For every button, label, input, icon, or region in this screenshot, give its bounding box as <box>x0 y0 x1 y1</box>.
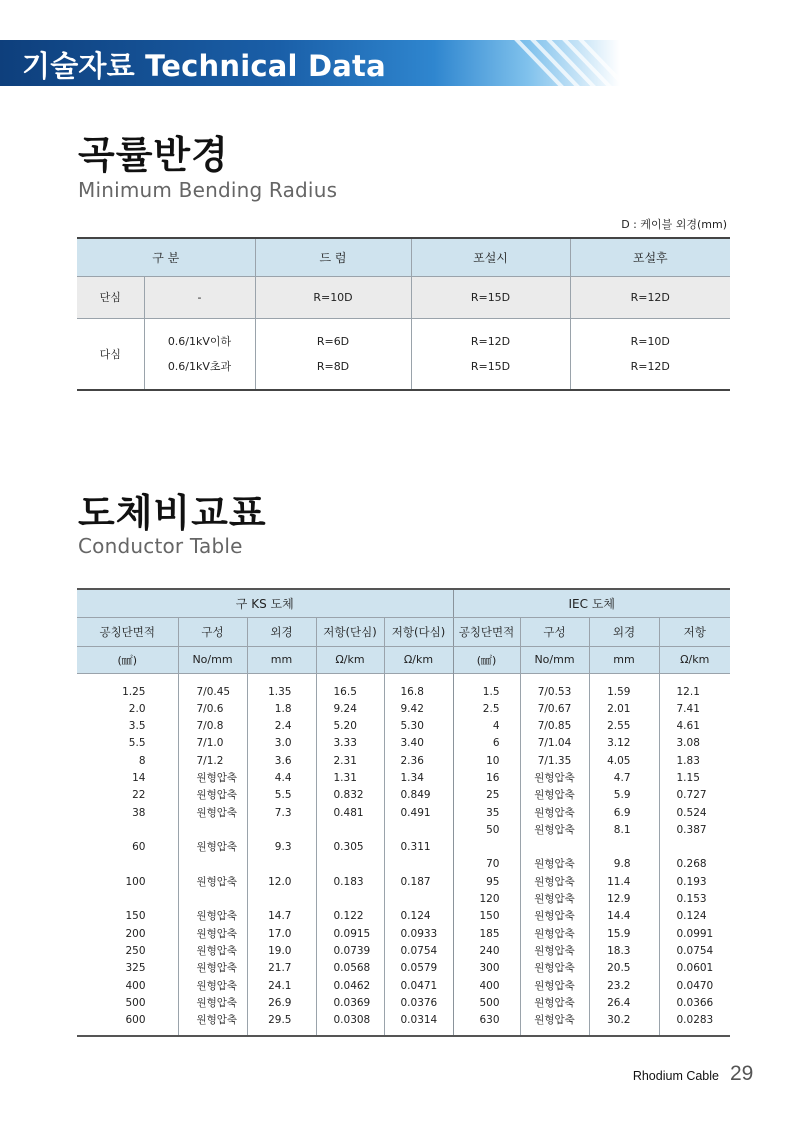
iec-comp-column <box>520 673 589 1036</box>
bend-single-label: 단심 <box>77 276 144 318</box>
cell-iec-od-2: 2.55 <box>607 720 631 733</box>
bend-single-sub: - <box>144 276 255 318</box>
cell-ks-area-3: 5.5 <box>128 737 146 750</box>
cell-ks-r-single-17: 0.0462 <box>333 979 371 992</box>
cell-ks-r-single-3: 3.33 <box>333 737 357 750</box>
cell-ks-comp-8 <box>197 822 247 839</box>
cell-iec-comp-8: 원형압축 <box>534 823 575 836</box>
cell-ks-comp-11: 원형압축 <box>196 875 238 888</box>
cell-ks-area-6: 22 <box>132 789 146 802</box>
cell-ks-comp-5: 원형압축 <box>196 771 238 784</box>
page-number: 29 <box>730 1062 754 1085</box>
cell-ks-r-multi-2: 5.30 <box>400 720 424 733</box>
cell-ks-r-multi-19: 0.0314 <box>400 1014 438 1027</box>
cell-ks-area-10 <box>77 856 146 873</box>
cell-ks-area-12 <box>77 891 146 908</box>
cell-ks-area-17: 400 <box>125 979 146 992</box>
cell-iec-comp-0: 7/0.53 <box>537 685 572 698</box>
conductor-title: 도체비교표 <box>78 490 267 535</box>
cell-iec-comp-10: 원형압축 <box>534 858 575 871</box>
cell-ks-comp-16: 원형압축 <box>196 962 238 975</box>
unit-ks-r-single: Ω/km <box>316 646 384 673</box>
cell-ks-r-multi-16: 0.0579 <box>400 962 438 975</box>
cell-iec-comp-6: 원형압축 <box>534 789 575 802</box>
cell-ks-comp-14: 원형압축 <box>196 927 238 940</box>
cell-iec-od-19: 30.2 <box>607 1014 631 1027</box>
cell-ks-r-single-12 <box>334 891 384 908</box>
cell-ks-od-17: 24.1 <box>268 979 292 992</box>
bend-multi-after-low: R=10D <box>630 334 670 348</box>
cell-iec-od-0: 1.59 <box>607 685 631 698</box>
unit-iec-r: Ω/km <box>659 646 730 673</box>
cell-ks-r-single-19: 0.0308 <box>333 1014 371 1027</box>
cell-ks-r-single-18: 0.0369 <box>333 996 371 1009</box>
cell-iec-comp-14: 원형압축 <box>534 927 575 940</box>
cell-ks-r-single-15: 0.0739 <box>333 944 371 957</box>
cell-ks-r-multi-12 <box>401 891 453 908</box>
cell-iec-od-6: 5.9 <box>613 789 631 802</box>
cell-iec-area-14: 185 <box>479 927 500 940</box>
cell-ks-r-single-10 <box>334 856 384 873</box>
cell-iec-comp-13: 원형압축 <box>534 910 575 923</box>
banner-title: 기술자료 Technical Data <box>22 49 386 83</box>
cell-ks-area-0: 1.25 <box>122 685 146 698</box>
cell-iec-r-14: 0.0991 <box>676 927 714 940</box>
cell-ks-area-14: 200 <box>125 927 146 940</box>
cell-ks-r-multi-11: 0.187 <box>400 875 431 888</box>
cell-ks-r-single-11: 0.183 <box>333 875 364 888</box>
cell-ks-comp-18: 원형압축 <box>196 996 238 1009</box>
cell-iec-r-9 <box>677 839 731 856</box>
unit-ks-od: mm <box>247 646 316 673</box>
col-header-iec-area: 공칭단면적 <box>453 617 520 646</box>
cell-ks-r-single-6: 0.832 <box>333 789 364 802</box>
cell-ks-r-single-14: 0.0915 <box>333 927 371 940</box>
cell-iec-od-8: 8.1 <box>613 823 631 836</box>
unit-iec-od: mm <box>589 646 659 673</box>
cell-ks-r-multi-6: 0.849 <box>400 789 431 802</box>
cell-ks-r-multi-0: 16.8 <box>400 685 424 698</box>
cell-iec-area-10: 70 <box>486 858 500 871</box>
ks-od-column <box>247 673 316 1036</box>
unit-ks-area: (㎟) <box>77 646 178 673</box>
bend-multi-sub-high: 0.6/1kV초과 <box>167 359 232 373</box>
cell-ks-comp-3: 7/1.0 <box>196 737 224 750</box>
cell-iec-od-3: 3.12 <box>607 737 631 750</box>
ks-group-header: 구 KS 도체 <box>77 589 453 617</box>
cell-ks-r-multi-4: 2.36 <box>400 754 424 767</box>
cell-ks-comp-9: 원형압축 <box>196 841 238 854</box>
cell-ks-r-single-0: 16.5 <box>333 685 357 698</box>
cell-iec-r-2: 4.61 <box>676 720 700 733</box>
bend-head-category: 구 분 <box>77 238 255 276</box>
cell-ks-r-multi-7: 0.491 <box>400 806 431 819</box>
cell-ks-od-12 <box>248 891 292 908</box>
cell-iec-r-12: 0.153 <box>676 893 707 906</box>
cell-ks-r-multi-5: 1.34 <box>400 771 424 784</box>
cell-ks-r-single-2: 5.20 <box>333 720 357 733</box>
cell-iec-comp-11: 원형압축 <box>534 875 575 888</box>
cell-ks-area-15: 250 <box>125 944 146 957</box>
cell-ks-od-1: 1.8 <box>274 702 292 715</box>
cell-ks-od-14: 17.0 <box>268 927 292 940</box>
cell-iec-area-15: 240 <box>479 944 500 957</box>
ks-area-column <box>77 673 178 1036</box>
cell-ks-od-7: 7.3 <box>274 806 292 819</box>
cell-iec-od-4: 4.05 <box>607 754 631 767</box>
cell-iec-area-19: 630 <box>479 1014 500 1027</box>
cell-ks-r-single-7: 0.481 <box>333 806 364 819</box>
bend-multi-sub-low: 0.6/1kV이하 <box>167 334 232 348</box>
cell-iec-od-14: 15.9 <box>607 927 631 940</box>
bending-title: 곡률반경 <box>78 132 229 177</box>
cell-iec-area-1: 2.5 <box>482 702 500 715</box>
cell-ks-r-multi-13: 0.124 <box>400 910 431 923</box>
col-header-iec-od: 외경 <box>589 617 659 646</box>
cell-ks-r-multi-9: 0.311 <box>400 841 431 854</box>
iec-area-column <box>453 673 520 1036</box>
col-header-ks-r-single: 저항(단심) <box>316 617 384 646</box>
col-header-ks-od: 외경 <box>247 617 316 646</box>
cell-ks-r-single-9: 0.305 <box>333 841 364 854</box>
cell-ks-comp-4: 7/1.2 <box>196 754 224 767</box>
cell-iec-od-15: 18.3 <box>607 944 631 957</box>
cell-ks-area-1: 2.0 <box>128 702 146 715</box>
cell-ks-r-multi-8 <box>401 822 453 839</box>
cell-iec-area-3: 6 <box>492 737 500 750</box>
cell-ks-area-4: 8 <box>138 754 146 767</box>
iec-r-column <box>659 673 730 1036</box>
cell-iec-r-5: 1.15 <box>676 771 700 784</box>
cell-ks-area-19: 600 <box>125 1014 146 1027</box>
cell-iec-area-8: 50 <box>486 823 500 836</box>
cell-ks-r-single-1: 9.24 <box>333 702 357 715</box>
cell-iec-r-3: 3.08 <box>676 737 700 750</box>
bend-multi-drum-high: R=8D <box>316 359 350 373</box>
cell-ks-area-8 <box>77 822 146 839</box>
cell-ks-od-9: 9.3 <box>274 841 292 854</box>
cell-ks-area-9: 60 <box>132 841 146 854</box>
bending-table <box>77 237 730 391</box>
cell-iec-area-11: 95 <box>486 875 500 888</box>
cell-ks-r-single-13: 0.122 <box>333 910 364 923</box>
cell-iec-comp-19: 원형압축 <box>534 1014 575 1027</box>
cell-iec-od-13: 14.4 <box>607 910 631 923</box>
header-banner <box>0 40 620 86</box>
cell-ks-comp-15: 원형압축 <box>196 944 238 957</box>
cell-iec-od-9 <box>590 839 631 856</box>
bend-single-during: R=15D <box>411 276 570 318</box>
cell-ks-area-18: 500 <box>125 996 146 1009</box>
cell-ks-r-multi-18: 0.0376 <box>400 996 438 1009</box>
cell-ks-comp-13: 원형압축 <box>196 910 238 923</box>
cell-ks-comp-19: 원형압축 <box>196 1014 238 1027</box>
cell-iec-r-4: 1.83 <box>676 754 700 767</box>
cell-iec-comp-16: 원형압축 <box>534 962 575 975</box>
conductor-subtitle: Conductor Table <box>78 534 243 558</box>
conductor-table <box>77 588 730 1037</box>
col-header-iec-r: 저항 <box>659 617 730 646</box>
cell-ks-comp-10 <box>197 856 247 873</box>
cell-iec-r-0: 12.1 <box>676 685 700 698</box>
cell-iec-od-12: 12.9 <box>607 893 631 906</box>
cell-iec-area-17: 400 <box>479 979 500 992</box>
cell-iec-area-4: 10 <box>486 754 500 767</box>
cell-ks-area-2: 3.5 <box>128 720 146 733</box>
cell-iec-comp-2: 7/0.85 <box>537 720 572 733</box>
cell-iec-r-10: 0.268 <box>676 858 707 871</box>
cell-ks-comp-12 <box>197 891 247 908</box>
cell-iec-r-19: 0.0283 <box>676 1014 714 1027</box>
unit-iec-area: (㎟) <box>453 646 520 673</box>
cell-ks-comp-6: 원형압축 <box>196 789 238 802</box>
cell-iec-od-5: 4.7 <box>613 771 631 784</box>
cell-iec-area-13: 150 <box>479 910 500 923</box>
unit-ks-r-multi: Ω/km <box>384 646 453 673</box>
cell-iec-r-16: 0.0601 <box>676 962 714 975</box>
cell-ks-r-single-8 <box>334 822 384 839</box>
cell-ks-od-11: 12.0 <box>268 875 292 888</box>
col-header-iec-comp: 구성 <box>520 617 589 646</box>
cell-iec-comp-9 <box>521 839 589 856</box>
cell-iec-comp-5: 원형압축 <box>534 771 575 784</box>
col-header-ks-comp: 구성 <box>178 617 247 646</box>
cell-iec-r-17: 0.0470 <box>676 979 714 992</box>
ks-comp-column <box>178 673 247 1036</box>
cell-ks-r-multi-14: 0.0933 <box>400 927 438 940</box>
cell-iec-od-18: 26.4 <box>607 996 631 1009</box>
bending-subtitle: Minimum Bending Radius <box>78 178 338 202</box>
cell-ks-od-6: 5.5 <box>274 789 292 802</box>
cell-iec-comp-15: 원형압축 <box>534 944 575 957</box>
cell-iec-od-17: 23.2 <box>607 979 631 992</box>
cell-ks-od-5: 4.4 <box>274 771 292 784</box>
cell-ks-comp-17: 원형압축 <box>196 979 238 992</box>
cell-iec-r-7: 0.524 <box>676 806 707 819</box>
cell-iec-area-9 <box>454 839 500 856</box>
cell-iec-area-16: 300 <box>479 962 500 975</box>
cell-ks-od-4: 3.6 <box>274 754 292 767</box>
cell-iec-comp-17: 원형압축 <box>534 979 575 992</box>
cell-ks-comp-0: 7/0.45 <box>196 685 231 698</box>
cell-iec-r-13: 0.124 <box>676 910 707 923</box>
col-header-ks-area: 공칭단면적 <box>77 617 178 646</box>
cell-iec-comp-12: 원형압축 <box>534 893 575 906</box>
bend-multi-drum-low: R=6D <box>316 334 350 348</box>
cell-ks-area-5: 14 <box>132 771 146 784</box>
cell-ks-area-7: 38 <box>132 806 146 819</box>
cell-ks-comp-2: 7/0.8 <box>196 720 224 733</box>
cell-ks-area-11: 100 <box>125 875 146 888</box>
cell-ks-r-multi-1: 9.42 <box>400 702 424 715</box>
cell-ks-comp-7: 원형압축 <box>196 806 238 819</box>
footer-brand: Rhodium Cable <box>632 1069 719 1083</box>
ks-r-multi-column <box>384 673 453 1036</box>
cell-iec-r-18: 0.0366 <box>676 996 714 1009</box>
cell-ks-r-single-16: 0.0568 <box>333 962 371 975</box>
bend-head-drum: 드 럼 <box>255 238 411 276</box>
cell-iec-comp-7: 원형압축 <box>534 806 575 819</box>
cell-iec-od-7: 6.9 <box>613 806 631 819</box>
cell-ks-od-13: 14.7 <box>268 910 292 923</box>
bend-multi-label: 다심 <box>77 318 144 390</box>
cell-iec-od-11: 11.4 <box>607 875 631 888</box>
cell-iec-od-16: 20.5 <box>607 962 631 975</box>
cell-ks-r-multi-3: 3.40 <box>400 737 424 750</box>
cell-ks-od-10 <box>248 856 292 873</box>
iec-group-header: IEC 도체 <box>453 589 730 617</box>
ks-r-single-column <box>316 673 384 1036</box>
cell-iec-area-18: 500 <box>479 996 500 1009</box>
cell-iec-area-5: 16 <box>486 771 500 784</box>
cell-iec-r-15: 0.0754 <box>676 944 714 957</box>
unit-iec-comp: No/mm <box>520 646 589 673</box>
cell-iec-area-12: 120 <box>479 893 500 906</box>
cell-iec-area-6: 25 <box>486 789 500 802</box>
bend-multi-during-high: R=15D <box>470 359 511 373</box>
cell-ks-od-8 <box>248 822 292 839</box>
cell-ks-comp-1: 7/0.6 <box>196 702 224 715</box>
banner-stripes <box>500 40 620 86</box>
cell-ks-od-15: 19.0 <box>268 944 292 957</box>
iec-od-column <box>589 673 659 1036</box>
cell-iec-comp-3: 7/1.04 <box>537 737 572 750</box>
cell-ks-r-multi-17: 0.0471 <box>400 979 438 992</box>
bend-multi-after-high: R=12D <box>630 359 670 373</box>
col-header-ks-r-multi: 저항(다심) <box>384 617 453 646</box>
cell-ks-od-3: 3.0 <box>274 737 292 750</box>
bend-multi-during-low: R=12D <box>470 334 511 348</box>
cell-iec-r-6: 0.727 <box>676 789 707 802</box>
cell-iec-area-2: 4 <box>492 720 500 733</box>
cell-ks-area-16: 325 <box>125 962 146 975</box>
cell-ks-area-13: 150 <box>125 910 146 923</box>
cell-ks-od-2: 2.4 <box>274 720 292 733</box>
cell-iec-od-1: 2.01 <box>607 702 631 715</box>
cell-iec-r-1: 7.41 <box>676 702 700 715</box>
cell-iec-comp-18: 원형압축 <box>534 996 575 1009</box>
cell-iec-r-8: 0.387 <box>676 823 707 836</box>
cell-ks-od-16: 21.7 <box>268 962 292 975</box>
cell-ks-od-18: 26.9 <box>268 996 292 1009</box>
cell-ks-r-single-4: 2.31 <box>333 754 357 767</box>
bend-head-during: 포설시 <box>411 238 570 276</box>
unit-note: D : 케이블 외경(mm) <box>621 218 727 231</box>
cell-iec-area-0: 1.5 <box>482 685 500 698</box>
cell-ks-r-single-5: 1.31 <box>333 771 357 784</box>
bend-single-after: R=12D <box>570 276 730 318</box>
cell-iec-area-7: 35 <box>486 806 500 819</box>
cell-iec-comp-4: 7/1.35 <box>537 754 572 767</box>
cell-ks-od-0: 1.35 <box>268 685 292 698</box>
bend-single-drum: R=10D <box>255 276 411 318</box>
unit-ks-comp: No/mm <box>178 646 247 673</box>
cell-ks-r-multi-15: 0.0754 <box>400 944 438 957</box>
cell-ks-r-multi-10 <box>401 856 453 873</box>
cell-iec-r-11: 0.193 <box>676 875 707 888</box>
cell-iec-comp-1: 7/0.67 <box>537 702 572 715</box>
cell-iec-od-10: 9.8 <box>613 858 631 871</box>
bend-head-after: 포설후 <box>570 238 730 276</box>
cell-ks-od-19: 29.5 <box>268 1014 292 1027</box>
